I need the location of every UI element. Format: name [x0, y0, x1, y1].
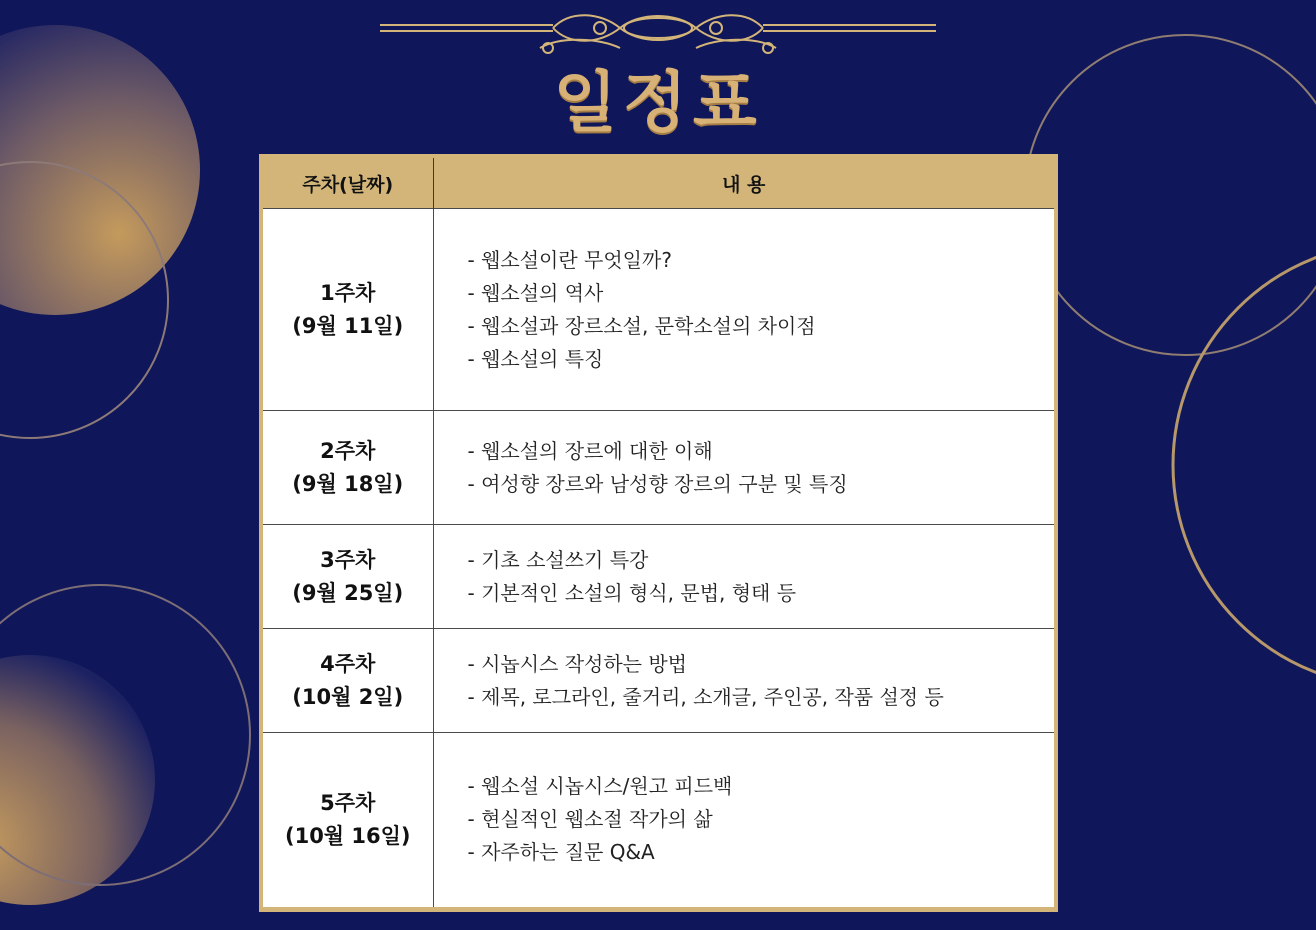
week-cell: [263, 411, 433, 525]
week-label: 4주차: [320, 651, 376, 676]
list-item: - 현실적인 웹소절 작가의 삶: [468, 803, 1054, 836]
week-date: (10월 16일): [284, 823, 411, 848]
list-item: - 여성향 장르와 남성향 장르의 구분 및 특징: [468, 468, 1054, 501]
content-cell: [433, 411, 1054, 525]
list-item: - 웹소설이란 무엇일까?: [468, 244, 1054, 277]
content-cell: [433, 525, 1054, 629]
content-list: [468, 770, 1054, 869]
table-header-row: [263, 158, 1054, 209]
week-date: (10월 2일): [292, 684, 404, 709]
header-content: 내 용: [433, 158, 1054, 209]
week-cell: [263, 209, 433, 411]
content-list: [468, 544, 1054, 610]
week-date: (9월 18일): [292, 471, 404, 496]
week-cell: [263, 629, 433, 733]
schedule-table: [263, 158, 1054, 907]
week-label: 5주차: [320, 790, 376, 815]
list-item: - 웹소설의 특징: [468, 343, 1054, 376]
list-item: - 시놉시스 작성하는 방법: [468, 648, 1054, 681]
week-label: 2주차: [320, 438, 376, 463]
content-list: [468, 435, 1054, 501]
table-row: [263, 629, 1054, 733]
schedule-card: [259, 154, 1058, 912]
list-item: - 웹소설과 장르소설, 문학소설의 차이점: [468, 310, 1054, 343]
week-label: 3주차: [320, 547, 376, 572]
content-cell: [433, 733, 1054, 907]
gold-gradient-circle-bottom-left: [0, 655, 155, 905]
page-title: 일정표: [553, 63, 763, 141]
list-item: - 자주하는 질문 Q&A: [468, 836, 1054, 869]
table-row: [263, 733, 1054, 907]
ring-right-lower: [1173, 243, 1316, 687]
table-row: [263, 209, 1054, 411]
list-item: - 웹소설 시놉시스/원고 피드백: [468, 770, 1054, 803]
list-item: - 기본적인 소설의 형식, 문법, 형태 등: [468, 577, 1054, 610]
week-cell: [263, 525, 433, 629]
ornament: [380, 15, 936, 53]
table-row: [263, 411, 1054, 525]
content-list: [468, 648, 1054, 714]
week-date: (9월 11일): [292, 313, 404, 338]
content-cell: [433, 209, 1054, 411]
list-item: - 웹소설의 장르에 대한 이해: [468, 435, 1054, 468]
week-date: (9월 25일): [292, 580, 404, 605]
week-label: 1주차: [320, 280, 376, 305]
header-week: 주차(날짜): [263, 158, 433, 209]
table-row: [263, 525, 1054, 629]
list-item: - 제목, 로그라인, 줄거리, 소개글, 주인공, 작품 설정 등: [468, 681, 1054, 714]
list-item: - 웹소설의 역사: [468, 277, 1054, 310]
content-list: [468, 244, 1054, 376]
week-cell: [263, 733, 433, 907]
list-item: - 기초 소설쓰기 특강: [468, 544, 1054, 577]
content-cell: [433, 629, 1054, 733]
